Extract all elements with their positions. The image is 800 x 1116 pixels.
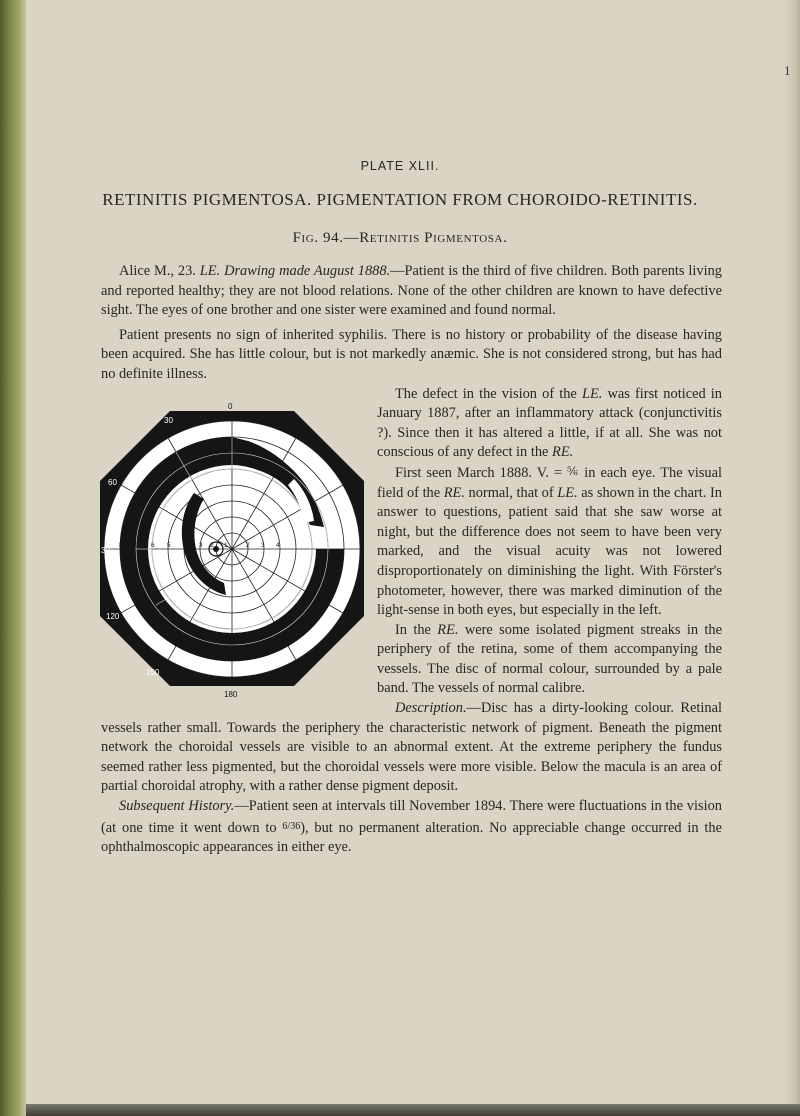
chart-scale-3: 3 (199, 541, 203, 549)
page-number: 1 (784, 63, 791, 78)
paragraph-syphilis (101, 326, 722, 385)
chart-scale-4: 4 (183, 541, 187, 549)
paragraph-text: Patient presents no sign of inherited syphilis. There is no history or probability of the disease having been acquired. She has little colour, but is not markedly anæmic. She is not considered strong, but has had no definite illness. (101, 326, 722, 382)
chart-scale-right-2: 2 (246, 541, 250, 549)
figure-caption (0, 230, 800, 247)
chart-label-lower-left: 120 (106, 611, 120, 621)
paragraph-description (101, 699, 722, 797)
fraction-numerator: 6 (282, 820, 288, 832)
section-label: Description. (395, 700, 467, 717)
chart-scale-6: 6 (151, 541, 155, 549)
chart-label-bottom-left: 150 (146, 667, 160, 677)
chart-scale-2: 2 (210, 541, 214, 549)
eye-ref: LE. (581, 385, 603, 402)
chart-scale-right-4: 4 (276, 541, 280, 549)
case-text (101, 262, 722, 858)
eye-ref: RE. (552, 444, 574, 461)
chart-label-left: 30 (101, 545, 110, 555)
eye-ref: RE. (437, 621, 459, 638)
patient-name: Alice M., 23. (119, 263, 200, 279)
visual-field-chart-svg (98, 385, 366, 710)
text-run: were some isolated pigment streaks in the periphery of the retina, some of them accompanying the vessels. The disc of normal colour, surrounded by a pale band. The vessels of normal calibre. (377, 621, 722, 697)
chart-label-upper-left: 30 (164, 415, 173, 425)
page-title: RETINITIS PIGMENTOSA. PIGMENTATION FROM CHOROIDO-RETINITIS. (102, 190, 698, 209)
chart-scale-5: 5 (167, 541, 171, 549)
fraction-denominator: 36 (290, 820, 301, 832)
paragraph-text: —Patient is the third of five children. Both parents living and reported healthy; they are not blood relations. None of the other children are known to have defective sight. The eyes of one brother and one sister were examined and found normal. (101, 263, 722, 319)
chart-scale-7: 7 (135, 541, 139, 549)
bottom-edge (26, 1104, 800, 1116)
chart-scale-8: 8 (119, 541, 123, 549)
vision-fraction: 6/36 (282, 820, 301, 832)
chart-scale-right-3: 3 (261, 541, 265, 549)
text-run: normal, that of (464, 484, 558, 501)
plate-label: PLATE XLII. (360, 159, 440, 173)
eye-ref: LE. (199, 263, 221, 279)
text-run: —Patient seen at intervals till November 1894. There were fluctuations in the vision (at one time it went down to (101, 798, 722, 836)
text-run: —Disc has a dirty-looking colour. Retinal vessels rather small. Towards the periphery the characteristic network of pigment. Beneath the pigment network the choroidal vessels are visible to an abnormal extent. At the extreme periphery the fundus seemed rather less pigmented, but the choroidal vessels were more visible. Below the macula is an area of partial choroidal atrophy, with a rather dense pigment deposit. (101, 700, 722, 795)
chart-label-left-upper: 60 (108, 477, 117, 487)
chart-label-bottom: 180 (224, 689, 238, 699)
text-run: First seen March 1888. V. = (395, 464, 568, 481)
figure-caption-prefix: Fig. 94.— (292, 230, 360, 246)
text-run: The defect in the vision of the (395, 385, 582, 402)
chart-scale-1: 1 (224, 541, 228, 549)
text-run: as shown in the chart. In answer to questions, patient said that she saw worse at night, but the difference does not seem to have been very marked, and the visual acuity was not lowered disproportionately on diminishing the light. With Förster's photometer, however, there was marked diminution of the light-sense in both eyes, but especially in the left. (377, 484, 722, 619)
text-run: in each eye. The visual field of the (377, 464, 722, 501)
figure-caption-name: Retinitis Pigmentosa. (359, 230, 508, 246)
visual-field-chart (98, 385, 366, 710)
text-run: was first noticed in January 1887, after an inflammatory attack (conjunctivitis ?). Since then it has altered a little, if at all. She was not conscious of any defect in the (377, 385, 722, 461)
paragraph-subsequent-history (101, 797, 722, 858)
section-label: Subsequent History. (119, 798, 235, 815)
drawing-date: Drawing made August 1888. (220, 263, 391, 279)
chart-label-top: 0 (228, 401, 233, 411)
text-run: In the (395, 621, 438, 638)
eye-ref: RE. (443, 484, 465, 501)
text-run: ), but no permanent alteration. No appreciable change occurred in the ophthalmoscopic appearances in either eye. (101, 819, 722, 856)
eye-ref: LE. (557, 484, 578, 501)
paragraph-history (101, 262, 722, 321)
acuity-fraction: ⅚ (567, 465, 580, 478)
